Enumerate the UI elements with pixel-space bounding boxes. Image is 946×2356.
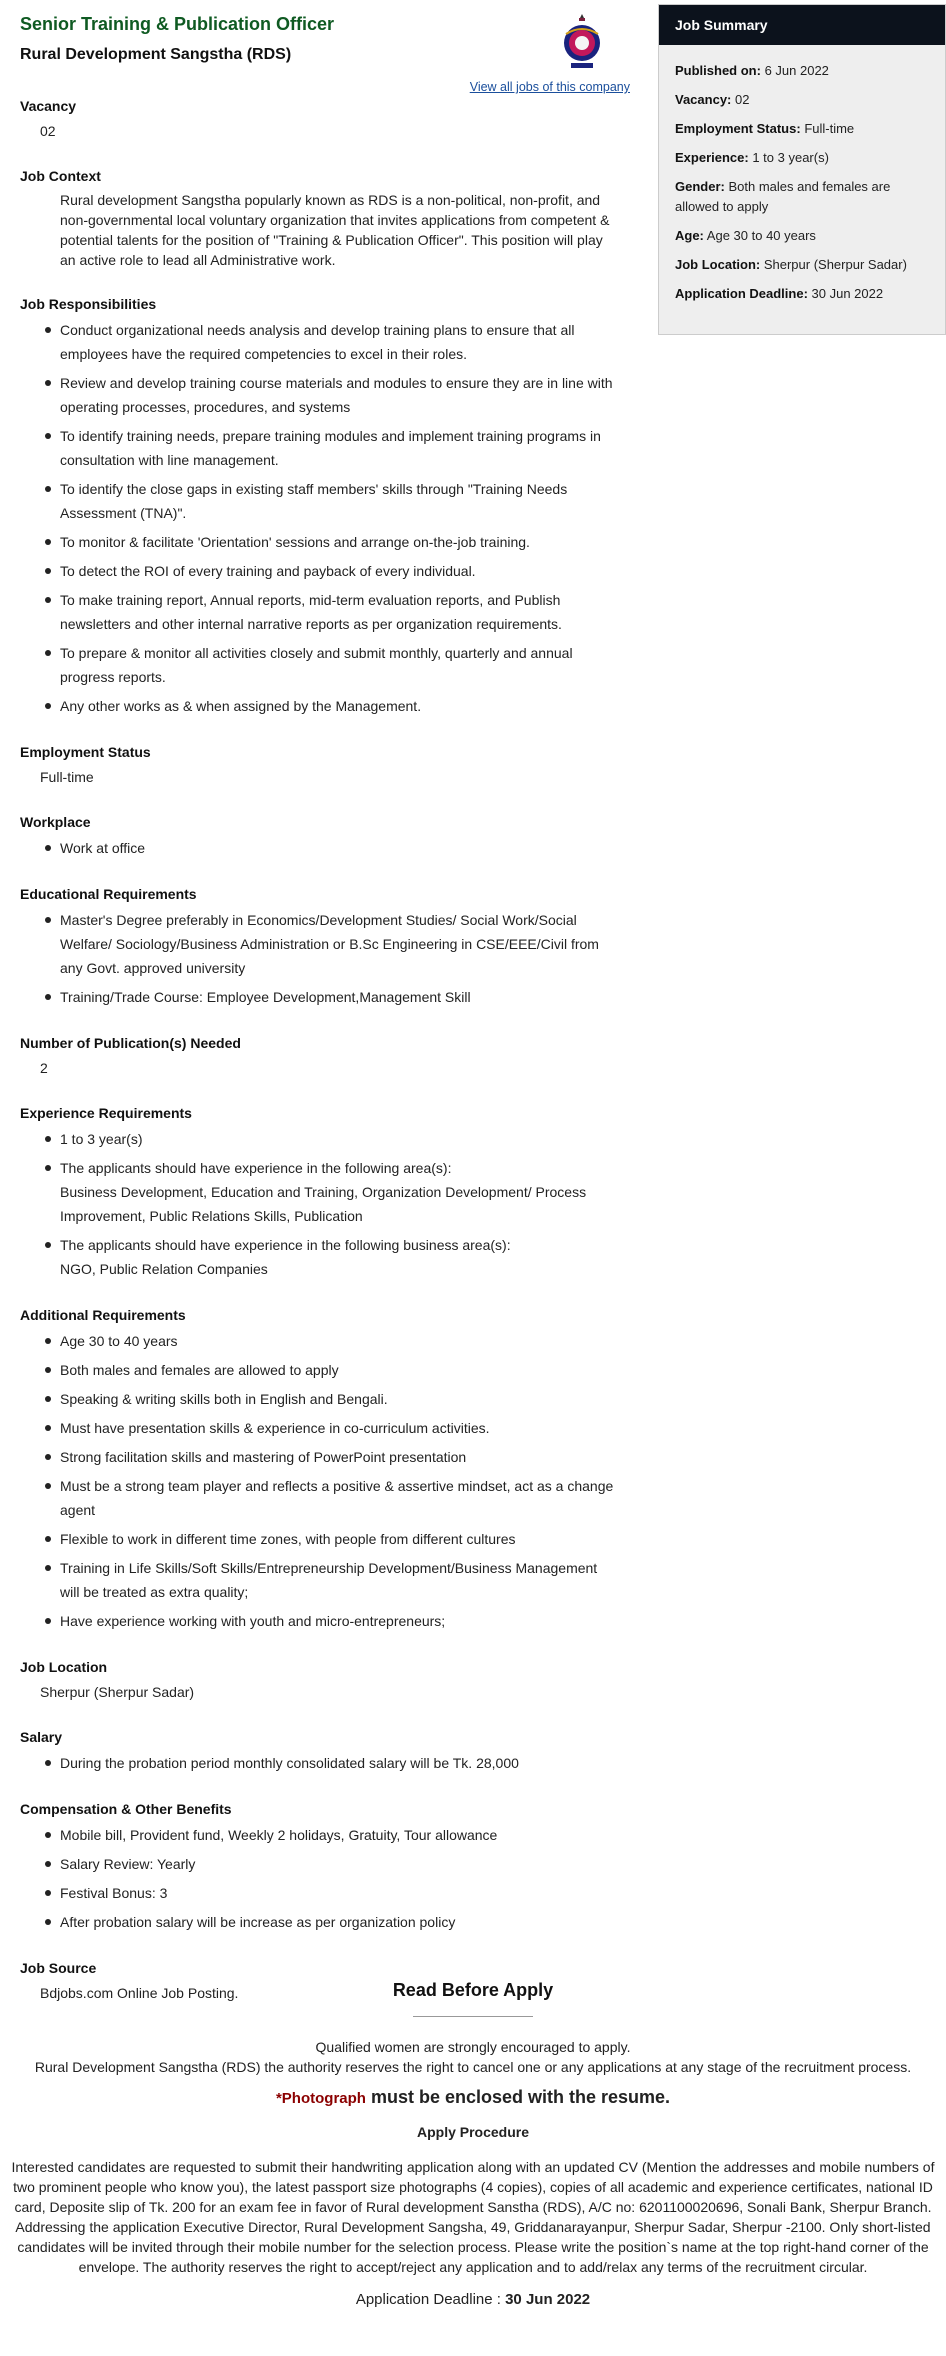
women-encouraged-note: Qualified women are strongly encouraged to apply. (315, 2039, 631, 2055)
vacancy-section (20, 98, 620, 142)
section-title: Vacancy (20, 98, 77, 114)
list-item: Must have presentation skills & experience in co-curriculum activities. (40, 1416, 620, 1440)
employment-status-section (20, 744, 620, 788)
summary-employment-status: Employment Status: Full-time (675, 121, 855, 136)
list-item: Have experience working with youth and micro-entrepreneurs; (40, 1609, 620, 1633)
photograph-label: *Photograph (275, 2090, 366, 2107)
job-location-value: Sherpur (Sherpur Sadar) (40, 1684, 195, 1700)
read-before-apply-title: Read Before Apply (392, 1980, 554, 2000)
list-item: Speaking & writing skills both in English and Bengali. (40, 1387, 620, 1411)
publications-value: 2 (40, 1060, 48, 1076)
company-logo (562, 12, 602, 74)
summary-experience: Experience: 1 to 3 year(s) (675, 150, 829, 165)
list-item: Conduct organizational needs analysis and develop training plans to ensure that all employees have the required competencies to excel in their roles. (40, 318, 620, 366)
divider (413, 2016, 533, 2017)
experience-section (20, 1105, 620, 1281)
section-title: Experience Requirements (20, 1105, 192, 1121)
experience-area-detail: Business Development, Education and Training, Organization Development/ Process Improvement, Public Relations Skills, Publication (60, 1184, 587, 1224)
publications-section (20, 1035, 620, 1079)
apply-procedure-title: Apply Procedure (416, 2124, 530, 2140)
section-title: Number of Publication(s) Needed (20, 1035, 241, 1051)
list-item: Work at office (40, 836, 620, 860)
list-item: Training/Trade Course: Employee Development,Management Skill (40, 985, 620, 1009)
additional-requirements-section (20, 1307, 620, 1633)
section-title: Employment Status (20, 744, 151, 760)
summary-gender: Gender: Both males and females are allowed to apply (675, 179, 891, 214)
apply-procedure-text: Interested candidates are requested to submit their handwriting application along with an updated CV (Mention the addresses and mobile numbers of two prominent people who know you), the latest passport size photographs (4 copies), copies of all academic and experience certificates, national ID card, Deposite slip of Tk. 200 for an exam fee in favor of Rural development Sanstha (RDS), A/C no: 6201100020696, Sonali Bank, Sherpur Branch. Addressing the application Executive Director, Rural Development Sangsha, 49, Griddanarayanpur, Sherpur Sadar, Sherpur -2100. Only short-listed candidates will be invited through their mobile number for the selection process. Please write the position`s name at the top right-hand corner of the envelope. The authority reserves the right to accept/reject any application and to add/relax any terms of the recruitment circular. (11, 2159, 935, 2275)
list-item: Any other works as & when assigned by the Management. (40, 694, 620, 718)
list-item: Both males and females are allowed to apply (40, 1358, 620, 1382)
section-title: Job Location (20, 1659, 108, 1675)
list-item: To identify the close gaps in existing staff members' skills through "Training Needs Assessment (TNA)". (40, 477, 620, 525)
responsibilities-section (20, 296, 620, 718)
read-before-apply-section (0, 1978, 946, 2311)
vacancy-value: 02 (40, 123, 56, 139)
job-content (20, 98, 620, 2030)
job-summary-title: Job Summary (659, 5, 945, 45)
section-title: Salary (20, 1729, 63, 1745)
list-item: Salary Review: Yearly (40, 1852, 620, 1876)
list-item: Mobile bill, Provident fund, Weekly 2 holidays, Gratuity, Tour allowance (40, 1823, 620, 1847)
list-item: Master's Degree preferably in Economics/Development Studies/ Social Work/Social Welfare/ Sociology/Business Administration or B.Sc Engineering in CSE/EEE/Civil from any Govt. approved university (40, 908, 620, 980)
list-item: 1 to 3 year(s) (40, 1127, 620, 1151)
list-item: To make training report, Annual reports, mid-term evaluation reports, and Publish newsletters and other internal narrative reports as per organization requirements. (40, 588, 620, 636)
list-item: Strong facilitation skills and mastering of PowerPoint presentation (40, 1445, 620, 1469)
list-item: Age 30 to 40 years (40, 1329, 620, 1353)
section-title: Workplace (20, 814, 91, 830)
list-item: To detect the ROI of every training and payback of every individual. (40, 559, 620, 583)
company-name: Rural Development Sangstha (RDS) (20, 46, 292, 63)
list-item: Festival Bonus: 3 (40, 1881, 620, 1905)
photograph-notice (0, 2085, 946, 2111)
section-title: Job Responsibilities (20, 296, 157, 312)
list-item: Flexible to work in different time zones, with people from different cultures (40, 1527, 620, 1551)
section-title: Job Context (20, 168, 101, 184)
summary-deadline: Application Deadline: 30 Jun 2022 (675, 286, 884, 301)
deadline-value: 30 Jun 2022 (505, 2291, 591, 2308)
section-title: Job Source (20, 1960, 97, 1976)
photograph-text: must be enclosed with the resume. (370, 2087, 671, 2107)
workplace-section (20, 814, 620, 860)
list-item (40, 1233, 620, 1281)
benefits-section (20, 1801, 620, 1934)
summary-location: Job Location: Sherpur (Sherpur Sadar) (675, 257, 907, 272)
list-item: Training in Life Skills/Soft Skills/Entrepreneurship Development/Business Management will be treated as extra quality; (40, 1556, 620, 1604)
salary-section (20, 1729, 620, 1775)
view-all-jobs-link[interactable]: View all jobs of this company (469, 80, 630, 94)
list-item: To monitor & facilitate 'Orientation' sessions and arrange on-the-job training. (40, 530, 620, 554)
job-summary-panel (658, 4, 946, 335)
list-item: To prepare & monitor all activities closely and submit monthly, quarterly and annual progress reports. (40, 641, 620, 689)
authority-rights-note: Rural Development Sangstha (RDS) the authority reserves the right to cancel one or any applications at any stage of the recruitment process. (34, 2059, 912, 2075)
list-item: To identify training needs, prepare training modules and implement training programs in consultation with line management. (40, 424, 620, 472)
job-source-value: Bdjobs.com Online Job Posting. (40, 1985, 239, 2001)
job-context-text: Rural development Sangstha popularly known as RDS is a non-political, non-profit, and non-governmental local voluntary organization that invites applications from competent & potential talents for the position of "Training & Publication Officer". This position will play an active role to lead all Administrative work. (60, 192, 610, 268)
list-item (40, 1156, 620, 1228)
deadline-label: Application Deadline : (355, 2291, 501, 2308)
list-item: Review and develop training course materials and modules to ensure they are in line with operating processes, procedures, and systems (40, 371, 620, 419)
list-item: Must be a strong team player and reflects a positive & assertive mindset, act as a change agent (40, 1474, 620, 1522)
application-deadline (0, 2289, 946, 2311)
summary-vacancy: Vacancy: 02 (675, 92, 750, 107)
list-item: During the probation period monthly consolidated salary will be Tk. 28,000 (40, 1751, 620, 1775)
section-title: Compensation & Other Benefits (20, 1801, 232, 1817)
education-section (20, 886, 620, 1009)
section-title: Additional Requirements (20, 1307, 186, 1323)
business-area-intro: The applicants should have experience in the following business area(s): (60, 1237, 511, 1253)
list-item: After probation salary will be increase as per organization policy (40, 1910, 620, 1934)
experience-area-intro: The applicants should have experience in the following area(s): (60, 1160, 452, 1176)
summary-published: Published on: 6 Jun 2022 (675, 63, 829, 78)
summary-age: Age: Age 30 to 40 years (675, 228, 816, 243)
job-title: Senior Training & Publication Officer (20, 14, 335, 34)
job-location-section (20, 1659, 620, 1703)
section-title: Educational Requirements (20, 886, 197, 902)
job-context-section (20, 168, 620, 270)
business-area-detail: NGO, Public Relation Companies (60, 1261, 268, 1277)
employment-status-value: Full-time (40, 769, 94, 785)
